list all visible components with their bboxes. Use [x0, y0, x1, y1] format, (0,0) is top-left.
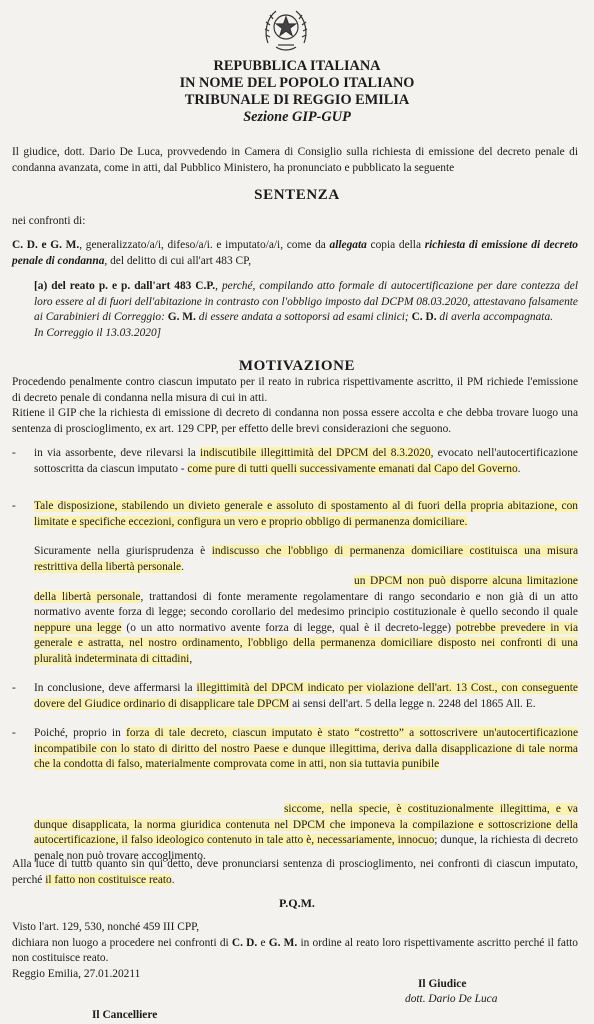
item-4: Poiché, proprio in forza di tale decreto, ciascun imputato è stato “costretto” a sottoscrivere un'autocertificazione incompatibile con lo stato di diritto del nostro Paese e dunque illegittima, deriva dalla disapplicazione di tale norma che la condotta di falso, materialmente comprovata come in atti, non sia tuttavia punibile	[34, 727, 578, 770]
giudice-name: dott. Dario De Luca	[405, 993, 498, 1005]
item-2c: un DPCM non può disporre alcuna limitazione della libertà personale, trattandosi di fonte meramente regolamentare di rango secondario e non già di un atto normativo avente forza di legge; secondo corollario del medesimo principio costituzionale è quello secondo il quale neppure una legge (o un atto normativo avente forza di legge, qual è il decreto-legge) potrebbe prevedere in via generale e astratta, nel nostro ordinamento, l'obbligo della permanenza domiciliare disposto nei confronti di una pluralità indeterminata di cittadini,	[34, 575, 578, 665]
bullet-dash: -	[12, 727, 16, 739]
header-republic: REPUBBLICA ITALIANA	[213, 58, 381, 74]
sentenza-title: SENTENZA	[254, 187, 340, 203]
parties-paragraph: C. D. e G. M., generalizzato/a/i, difeso/a/i. e imputato/a/i, come da allegata copia della richiesta di emissione di decreto penale di condanna, del delitto di cui all'art 483 CP,	[12, 239, 578, 267]
bullet-dash: -	[12, 447, 16, 459]
allegata-link-text: allegata	[329, 239, 367, 251]
motivazione-body	[12, 375, 578, 437]
motivazione-title: MOTIVAZIONE	[238, 358, 356, 374]
pqm-line2: dichiara non luogo a procedere nei confronti di C. D. e G. M. in ordine al reato loro rispettivamente ascritto perché il fatto non costituisce reato.	[12, 936, 578, 964]
intro-paragraph: Il giudice, dott. Dario De Luca, provvedendo in Camera di Consiglio sulla richiesta di emissione del decreto penale di condanna avanzata, come in atti, dal Pubblico Ministero, ha pronunciato e pubblicato la seguente	[12, 146, 578, 174]
item-4c: siccome, nella specie, è costituzionalmente illegittima, e va dunque disapplicata, la norma giuridica contenuta nel DPCM che imponeva la compilazione e sottoscrizione della autocertificazione, il falso ideologico contenuto in tale atto è, necessariamente, innocuo; dunque, la richiesta di decreto penale non può trovare accoglimento.	[34, 803, 578, 862]
charge-article: [a) del reato p. e p. dall'art 483 C.P.	[34, 280, 216, 292]
item-1: in via assorbente, deve rilevarsi la indiscutibile illegittimità del DPCM del 8.3.2020, evocato nell'autocertificazione sottoscritta da ciascun imputato - come pure di tutti quelli successivamente emanati dal Capo del Governo.	[34, 447, 578, 475]
bullet-dash: -	[12, 682, 16, 694]
header-people: IN NOME DEL POPOLO ITALIANO	[179, 75, 415, 91]
giudice-title: Il Giudice	[418, 978, 467, 990]
italian-republic-emblem-icon	[260, 3, 312, 55]
bullet-dash: -	[12, 500, 16, 512]
header-court: TRIBUNALE DI REGGIO EMILIA	[184, 92, 410, 108]
final-paragraph: Alla luce di tutto quanto sin qui detto, deve pronunciarsi sentenza di proscioglimento, nei confronti di ciascun imputato, perché il fatto non costituisce reato.	[12, 858, 578, 886]
parties-names: C. D. e G. M.	[12, 239, 80, 251]
pqm-body	[12, 920, 578, 982]
item-2b: Sicuramente nella giurisprudenza è indiscusso che l'obbligo di permanenza domiciliare costituisca una misura restrittiva della libertà personale.	[34, 545, 578, 573]
pqm-title: P.Q.M.	[279, 896, 315, 910]
motivazione-p1: Procedendo penalmente contro ciascun imputato per il reato in rubrica rispettivamente ascritto, il PM richiede l'emissione di decreto penale di condanna nella misura di cui in atti.	[12, 376, 578, 404]
cancelliere-title: Il Cancelliere	[92, 1009, 158, 1021]
pqm-date: Reggio Emilia, 27.01.20211	[12, 967, 141, 980]
item-2: Tale disposizione, stabilendo un divieto generale e assoluto di spostamento al di fuori della propria abitazione, con limitate e specifiche eccezioni, configura un vero e proprio obbligo di permanenza domiciliare.	[34, 500, 578, 528]
nei-confronti-label: nei confronti di:	[12, 215, 86, 227]
pqm-line1: Visto l'art. 129, 530, nonché 459 III CPP,	[12, 921, 200, 933]
motivazione-p2: Ritiene il GIP che la richiesta di emissione di decreto di condanna non possa essere accolta e che debba trovare luogo una sentenza di proscioglimento, ex art. 129 CPP, per effetto delle brevi considerazioni che seguono.	[12, 407, 578, 435]
charge-paragraph: [a) del reato p. e p. dall'art 483 C.P., perché, compilando atto formale di autocertificazione per dare contezza del loro essere al di fuori dell'abitazione in contrasto con l'obbligo imposto dal DCPM 08.03.2020, attestavano falsamente ai Carabinieri di Correggio: G. M. di essere andata a sottoporsi ad esami clinici; C. D. di averla accompagnata. In Correggio il 13.03.2020]	[34, 280, 578, 339]
richiesta-text: richiesta di emissione di decreto penale di condanna	[12, 239, 578, 267]
charge-place-date: In Correggio il 13.03.2020]	[34, 326, 162, 339]
header-section: Sezione GIP-GUP	[243, 109, 351, 125]
item-3: In conclusione, deve affermarsi la illegittimità del DPCM indicato per violazione dell'art. 13 Cost., con conseguente dovere del Giudice ordinario di disapplicare tale DPCM ai sensi dell'art. 5 della legge n. 2248 del 1865 All. E.	[34, 682, 578, 710]
